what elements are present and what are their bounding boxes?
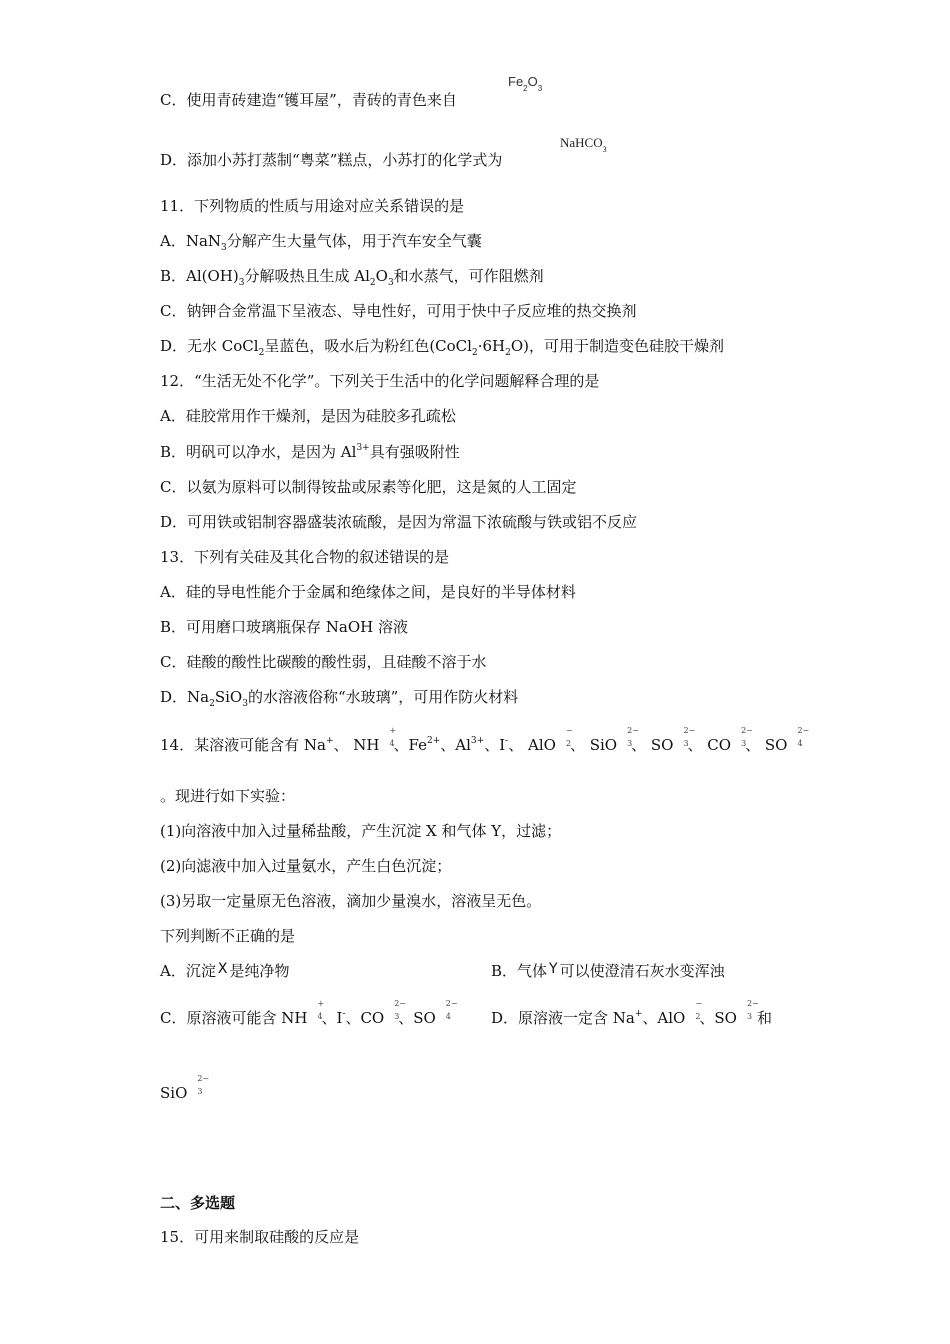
sep-8: 、 bbox=[687, 736, 703, 754]
q12-option-d: D．可用铁或铝制容器盛装浓硫酸，是因为常温下浓硫酸与铁或铝不反应 bbox=[160, 513, 638, 531]
q14-a-var: X bbox=[217, 961, 228, 977]
fe2o3-formula bbox=[508, 74, 543, 93]
sep-3: 、 bbox=[440, 736, 456, 754]
sep-2: 、 bbox=[393, 736, 409, 754]
nh4-num: 4 bbox=[389, 739, 395, 748]
d-so3-charge: 2− bbox=[746, 999, 759, 1008]
q10-option-d-text: D．添加小苏打蒸制“粤菜”糕点，小苏打的化学式为 bbox=[160, 151, 503, 169]
q11-b-sub1: 3 bbox=[238, 278, 245, 288]
c-nh4-num: 4 bbox=[317, 1012, 323, 1021]
nh4-base: NH bbox=[353, 736, 380, 754]
d-sio3-charge: 2− bbox=[197, 1074, 210, 1083]
q14-b-pre: B．气体 bbox=[491, 962, 548, 980]
sep-9: 、 bbox=[745, 736, 761, 754]
q12-option-a: A．硅胶常用作干燥剂，是因为硅胶多孔疏松 bbox=[160, 407, 456, 425]
q13-d-sub1: 2 bbox=[209, 699, 215, 709]
q14-ask: 下列判断不正确的是 bbox=[160, 927, 296, 945]
sep-1: 、 bbox=[333, 736, 349, 754]
c-i-charge: - bbox=[342, 1009, 346, 1019]
q11-a-1: A．NaN bbox=[160, 232, 222, 250]
q14-b-post: 可以使澄清石灰水变浑浊 bbox=[559, 962, 725, 980]
sio3-charge: 2− bbox=[627, 726, 639, 735]
q14-prefix: 14．某溶液可能含有 Na bbox=[160, 736, 326, 754]
alo2-base: AlO bbox=[528, 736, 556, 754]
d-na-charge: + bbox=[634, 1009, 643, 1019]
fe2o3-o: O bbox=[527, 74, 538, 89]
q11-b-3: O bbox=[375, 267, 388, 285]
q11-b-2: 分解吸热且生成 Al bbox=[244, 267, 370, 285]
q11-option-a bbox=[160, 231, 482, 254]
q14-d-alo: 、AlO bbox=[642, 1009, 686, 1027]
nahco3-sub: 3 bbox=[602, 145, 607, 154]
q11-d-sub1: 2 bbox=[258, 348, 265, 358]
fe2o3-sub3: 3 bbox=[537, 84, 543, 93]
q11-stem: 11．下列物质的性质与用途对应关系错误的是 bbox=[160, 197, 465, 215]
d-so3-num: 3 bbox=[746, 1012, 753, 1021]
nahco3-formula bbox=[560, 135, 607, 154]
q12-b-sup: 3+ bbox=[356, 443, 370, 453]
fe-ion: Fe bbox=[408, 736, 427, 754]
c-ion-co3 bbox=[384, 999, 407, 1028]
alo2-num: 2 bbox=[565, 739, 572, 748]
q14-option-d-cont bbox=[160, 1074, 210, 1103]
q14-b-var: Y bbox=[549, 961, 558, 977]
q11-d-sub2: 2 bbox=[471, 348, 478, 358]
c-so4-num: 4 bbox=[445, 1012, 451, 1021]
q14-d-and: 和 bbox=[756, 1009, 772, 1027]
q12-b-1: B．明矾可以净水，是因为 Al bbox=[160, 443, 357, 461]
q12-b-2: 具有强吸附性 bbox=[369, 443, 460, 461]
c-nh4-charge: + bbox=[317, 999, 325, 1008]
c-co3-num: 3 bbox=[394, 1012, 400, 1021]
sep-4: 、 bbox=[484, 736, 500, 754]
d-sio3-base: SiO bbox=[160, 1084, 188, 1102]
fe2o3-sub2: 2 bbox=[523, 84, 528, 93]
d-ion-sio3 bbox=[160, 1074, 210, 1103]
na-charge: + bbox=[325, 736, 334, 746]
q13-d-3: 的水溶液俗称“水玻璃”，可用作防火材料 bbox=[247, 688, 519, 706]
sep-7: 、 bbox=[631, 736, 647, 754]
d-sio3-num: 3 bbox=[197, 1087, 203, 1096]
q13-stem: 13．下列有关硅及其化合物的叙述错误的是 bbox=[160, 548, 450, 566]
q14-d-pre: D．原溶液一定含 Na bbox=[491, 1009, 635, 1027]
q11-b-sub3: 3 bbox=[387, 278, 394, 288]
q11-d-4: O)，可用于制造变色硅胶干燥剂 bbox=[510, 337, 724, 355]
q11-b-4: 和水蒸气，可作阻燃剂 bbox=[393, 267, 544, 285]
q10-option-c bbox=[160, 90, 457, 110]
ion-alo2 bbox=[528, 726, 573, 755]
q14-option-b bbox=[491, 961, 725, 982]
nahco3-main: NaHCO bbox=[560, 135, 603, 150]
q11-a-2: 分解产生大量气体，用于汽车安全气囊 bbox=[226, 232, 482, 250]
q14-d-so: 、SO bbox=[699, 1009, 737, 1027]
ion-so3 bbox=[650, 726, 696, 755]
al-charge: 3+ bbox=[470, 736, 485, 746]
d-alo2-num: 2 bbox=[695, 1012, 701, 1021]
q14-c-pre: C．原溶液可能含 NH bbox=[160, 1009, 308, 1027]
section-multi-choice-title: 二、多选题 bbox=[160, 1194, 236, 1212]
q11-option-b bbox=[160, 266, 544, 289]
q12-stem: 12．“生活无处不化学”。下列关于生活中的化学问题解释合理的是 bbox=[160, 372, 600, 390]
q14-stem bbox=[160, 726, 810, 758]
i-ion: I bbox=[499, 736, 506, 754]
fe-charge: 2+ bbox=[426, 736, 441, 746]
al-ion: Al bbox=[455, 736, 471, 754]
sep-6: 、 bbox=[569, 736, 585, 754]
alo2-charge: − bbox=[565, 726, 573, 735]
q13-option-a: A．硅的导电性能介于金属和绝缘体之间，是良好的半导体材料 bbox=[160, 583, 576, 601]
c-co3-charge: 2− bbox=[394, 999, 407, 1008]
q15-stem: 15．可用来制取硅酸的反应是 bbox=[160, 1228, 360, 1246]
q11-a-sub: 3 bbox=[221, 243, 227, 253]
so3-charge: 2− bbox=[683, 726, 696, 735]
q11-option-d bbox=[160, 336, 724, 359]
d-alo2-charge: − bbox=[695, 999, 703, 1008]
fe2o3-fe: Fe bbox=[508, 74, 524, 89]
ion-co3 bbox=[707, 726, 753, 755]
co3-charge: 2− bbox=[741, 726, 753, 735]
q14-option-c bbox=[160, 999, 458, 1031]
q11-d-3: ·6H bbox=[477, 337, 506, 355]
q13-option-c: C．硅酸的酸性比碳酸的酸性弱，且硅酸不溶于水 bbox=[160, 653, 487, 671]
q11-b-1: B．Al(OH) bbox=[160, 267, 239, 285]
ion-so4 bbox=[764, 726, 810, 755]
q12-option-b bbox=[160, 442, 460, 465]
q14-c-co: 、CO bbox=[345, 1009, 385, 1027]
q11-b-sub2: 2 bbox=[369, 278, 376, 288]
co3-num: 3 bbox=[741, 739, 747, 748]
q14-step-1: (1)向溶液中加入过量稀盐酸，产生沉淀 X 和气体 Y，过滤； bbox=[160, 822, 562, 840]
q11-option-c: C．钠钾合金常温下呈液态、导电性好，可用于快中子反应堆的热交换剂 bbox=[160, 302, 637, 320]
q13-d-2: SiO bbox=[214, 688, 243, 706]
q14-step-2: (2)向滤液中加入过量氨水，产生白色沉淀； bbox=[160, 857, 452, 875]
co3-base: CO bbox=[707, 736, 732, 754]
ion-sio3 bbox=[589, 726, 639, 755]
q14-option-d bbox=[491, 999, 772, 1031]
q12-option-c: C．以氨为原料可以制得铵盐或尿素等化肥，这是氮的人工固定 bbox=[160, 478, 577, 496]
so3-num: 3 bbox=[683, 739, 689, 748]
q13-d-sub2: 3 bbox=[242, 699, 248, 709]
q13-option-b: B．可用磨口玻璃瓶保存 NaOH 溶液 bbox=[160, 618, 409, 636]
so4-charge: 2− bbox=[797, 726, 810, 735]
q10-option-d bbox=[160, 150, 502, 170]
so3-base: SO bbox=[650, 736, 674, 754]
ion-nh4 bbox=[353, 726, 397, 755]
q11-d-2: 呈蓝色，吸水后为粉红色(CoCl bbox=[264, 337, 472, 355]
q14-a-pre: A．沉淀 bbox=[160, 962, 216, 980]
q14-c-so: 、SO bbox=[398, 1009, 436, 1027]
q14-a-post: 是纯净物 bbox=[229, 962, 290, 980]
q14-step-3: (3)另取一定量原无色溶液，滴加少量溴水，溶液呈无色。 bbox=[160, 892, 542, 910]
q13-d-1: D．Na bbox=[160, 688, 210, 706]
q14-option-a bbox=[160, 961, 289, 982]
d-ion-alo2 bbox=[685, 999, 703, 1028]
q11-d-sub3: 2 bbox=[505, 348, 511, 358]
so4-base: SO bbox=[764, 736, 788, 754]
q11-d-1: D．无水 CoCl bbox=[160, 337, 259, 355]
q13-option-d bbox=[160, 687, 518, 710]
so4-num: 4 bbox=[797, 739, 803, 748]
sio3-num: 3 bbox=[627, 739, 633, 748]
sep-5: 、 bbox=[508, 736, 524, 754]
q14-c-mid: 、I bbox=[321, 1009, 343, 1027]
d-ion-so3 bbox=[737, 999, 759, 1028]
q10-option-c-text: C．使用青砖建造“镬耳屋”，青砖的青色来自 bbox=[160, 91, 457, 109]
c-ion-nh4 bbox=[307, 999, 325, 1028]
i-charge: - bbox=[505, 736, 509, 746]
q14-continuation: 。现进行如下实验： bbox=[160, 787, 296, 805]
sio3-base: SiO bbox=[589, 736, 618, 754]
nh4-charge: + bbox=[389, 726, 397, 735]
c-so4-charge: 2− bbox=[445, 999, 458, 1008]
c-ion-so4 bbox=[436, 999, 458, 1028]
